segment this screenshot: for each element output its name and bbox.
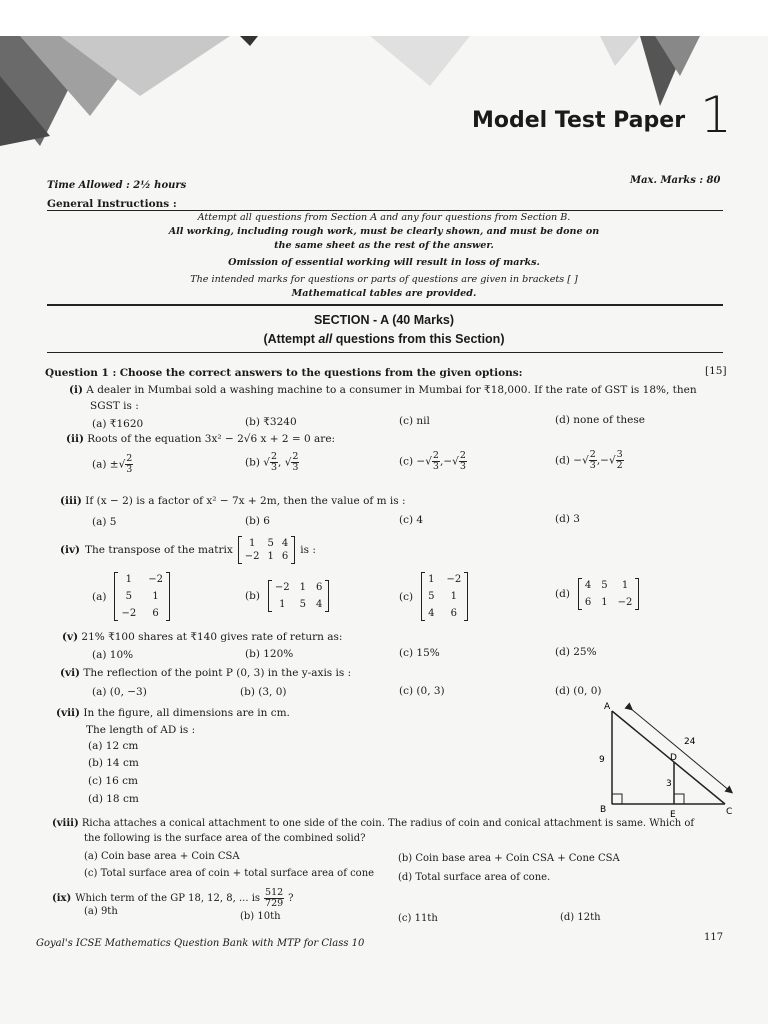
q-i-text-2: SGST is : — [90, 400, 139, 412]
instruction-1: Attempt all questions from Section A and any four questions from Section B. — [197, 212, 571, 223]
label-B: B — [600, 805, 607, 815]
q-iv-option-c: (c) 1 −2 5 1 4 6 — [399, 572, 468, 621]
q-ix-text: (ix) Which term of the GP 18, 12, 8, ... is $\frac{512}{729}$ ? — [52, 887, 294, 909]
q-viii-option-a: (a) Coin base area + Coin CSA — [84, 851, 240, 862]
q-ii-option-d: (d) −√ $\frac{2}{3}$ ,−√ $\frac{3}{2}$ — [555, 449, 623, 471]
q-vii-text-2: The length of AD is : — [86, 724, 196, 736]
q-vii-option-b: (b) 14 cm — [88, 757, 139, 769]
question-1-marks: [15] — [705, 365, 727, 377]
q-iii-option-a: (a) 5 — [92, 516, 117, 528]
rule-section-bottom — [47, 352, 723, 353]
q-vi-option-d: (d) (0, 0) — [555, 685, 602, 697]
q-iii-text: (iii) If (x − 2) is a factor of x² − 7x + 2m, then the value of m is : — [60, 495, 406, 507]
instruction-2: All working, including rough work, must be clearly shown, and must be done on — [168, 226, 600, 237]
q-i-option-d: (d) none of these — [555, 414, 645, 426]
q-vii-option-d: (d) 18 cm — [88, 793, 139, 805]
q-ii-option-a: (a) ±√ $\frac{2}{3}$ — [92, 453, 133, 475]
page-number: 117 — [704, 932, 724, 943]
general-instructions-label: General Instructions : — [47, 198, 177, 210]
q-vi-option-c: (c) (0, 3) — [399, 685, 445, 697]
q-v-option-b: (b) 120% — [245, 648, 294, 660]
paper-title: Model Test Paper — [472, 108, 686, 133]
instruction-4: Omission of essential working will result in loss of marks. — [228, 257, 540, 268]
instruction-3: the same sheet as the rest of the answer. — [274, 240, 494, 251]
rule-top — [47, 210, 723, 211]
q-vi-option-a: (a) (0, −3) — [92, 686, 147, 698]
q-viii-option-b: (b) Coin base area + Coin CSA + Cone CSA — [398, 853, 620, 864]
q-vi-text: (vi) The reflection of the point P (0, 3) in the y-axis is : — [60, 667, 352, 679]
label-D: D — [670, 753, 677, 763]
q-vi-option-b: (b) (3, 0) — [240, 686, 287, 698]
rule-section-top — [47, 304, 723, 306]
q-vii-triangle-figure — [590, 696, 750, 826]
q-i-option-b: (b) ₹3240 — [245, 416, 297, 428]
instruction-5: The intended marks for questions or parts of questions are given in brackets [ ] — [190, 274, 578, 285]
q-iv-text: (iv) The transpose of the matrix 1 5 4 −2 1 6 is : — [60, 538, 316, 562]
q-ix-option-b: (b) 10th — [240, 911, 281, 922]
q-iii-option-c: (c) 4 — [399, 514, 424, 526]
q-v-option-a: (a) 10% — [92, 649, 134, 661]
q-v-option-c: (c) 15% — [399, 647, 440, 659]
label-E: E — [670, 810, 676, 820]
q-vii-option-a: (a) 12 cm — [88, 740, 139, 752]
q-i-text: (i) A dealer in Mumbai sold a washing machine to a consumer in Mumbai for ₹18,000. If the rate of GST is 18%, then — [69, 384, 697, 396]
q-vii-text: (vii) In the figure, all dimensions are in cm. — [56, 707, 290, 719]
q-iv-option-a: (a) 1 −2 5 1 −2 6 — [92, 572, 170, 621]
label-ac: 24 — [684, 737, 696, 747]
q-iv-option-b: (b) −2 1 6 1 5 4 — [245, 580, 329, 612]
instruction-6: Mathematical tables are provided. — [291, 288, 477, 299]
q-iii-option-d: (d) 3 — [555, 513, 580, 525]
footer-book-title: Goyal's ICSE Mathematics Question Bank with MTP for Class 10 — [36, 938, 365, 949]
paper-number: 1 — [700, 86, 732, 144]
page-top-margin — [0, 0, 768, 36]
q-ii-text: (ii) Roots of the equation 3x² − 2√6 x + 2 = 0 are: — [66, 433, 336, 445]
q-viii-option-c: (c) Total surface area of coin + total surface area of cone — [84, 868, 375, 879]
q-i-option-a: (a) ₹1620 — [92, 418, 144, 430]
q-ii-option-b: (b) √ $\frac{2}{3}$ , √ $\frac{2}{3}$ — [245, 451, 299, 473]
q-ix-option-a: (a) 9th — [84, 906, 118, 917]
label-de: 3 — [666, 779, 672, 789]
q-viii-option-d: (d) Total surface area of cone. — [398, 872, 551, 883]
q-ii-option-c: (c) −√ $\frac{2}{3}$ ,−√ $\frac{2}{3}$ — [399, 450, 466, 472]
q-v-option-d: (d) 25% — [555, 646, 597, 658]
section-subtitle: (Attempt all questions from this Section) — [263, 332, 505, 346]
q-v-text: (v) 21% ₹100 shares at ₹140 gives rate of return as: — [62, 631, 343, 643]
label-A: A — [604, 702, 611, 712]
max-marks: Max. Marks : 80 — [630, 175, 721, 186]
q-ix-option-c: (c) 11th — [398, 913, 438, 924]
q-iv-matrix: 1 5 4 −2 1 6 — [238, 536, 296, 564]
time-allowed: Time Allowed : 2½ hours — [47, 180, 187, 191]
q-i-option-c: (c) nil — [399, 415, 430, 427]
q-ix-option-d: (d) 12th — [560, 912, 601, 923]
q-vii-option-c: (c) 16 cm — [88, 775, 138, 787]
document-page — [0, 36, 768, 1024]
q-iv-option-d: (d) 4 5 1 6 1 −2 — [555, 578, 639, 610]
label-ab: 9 — [599, 755, 605, 765]
q-viii-text-2: the following is the surface area of the combined solid? — [84, 833, 366, 844]
q-iii-option-b: (b) 6 — [245, 515, 270, 527]
label-C: C — [726, 807, 733, 817]
section-title: SECTION - A (40 Marks) — [313, 313, 455, 327]
q-viii-text: (viii) Richa attaches a conical attachment to one side of the coin. The radius of coin and conical attachment is same. Which of — [52, 818, 695, 829]
question-1-heading: Question 1 : Choose the correct answers to the questions from the given options: — [45, 367, 523, 379]
